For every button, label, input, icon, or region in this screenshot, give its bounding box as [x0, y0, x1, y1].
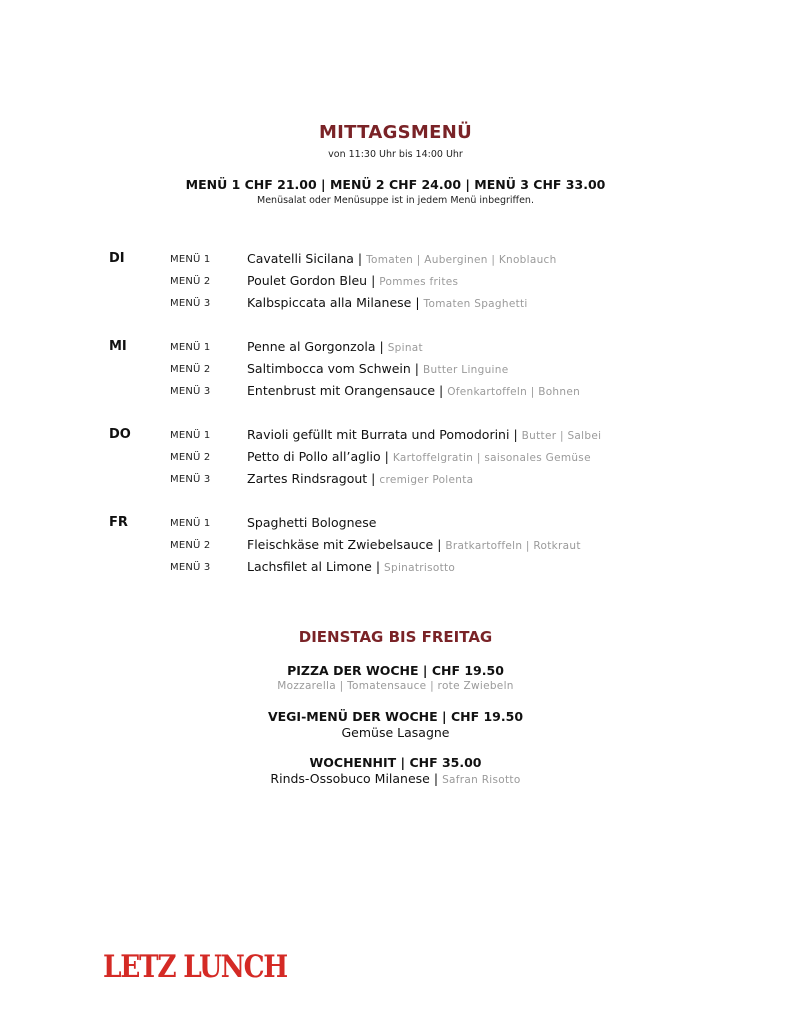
dish-line	[247, 383, 580, 398]
page-title: MITTAGSMENÜ	[318, 122, 473, 143]
dish-sides: Tomaten | Auberginen | Knoblauch	[366, 254, 557, 266]
dish-line	[247, 251, 557, 266]
day-label: FR	[109, 515, 128, 530]
dish-line	[247, 339, 423, 354]
dish-name: Entenbrust mit Orangensauce	[247, 383, 436, 398]
wochenhit-dish: Rinds-Ossobuco Milanese	[270, 771, 430, 786]
menu-label: MENÜ 3	[170, 474, 211, 485]
wochenhit-title: WOCHENHIT | CHF 35.00	[309, 755, 482, 770]
opening-hours: von 11:30 Uhr bis 14:00 Uhr	[328, 149, 463, 160]
dish-sides: cremiger Polenta	[379, 474, 474, 486]
menu-label: MENÜ 3	[170, 562, 211, 573]
wochenhit-sides: Safran Risotto	[442, 774, 521, 786]
menu-label: MENÜ 1	[170, 430, 211, 441]
menu-label: MENÜ 1	[170, 518, 211, 529]
menu-prices: MENÜ 1 CHF 21.00 | MENÜ 2 CHF 24.00 | MENÜ 3 CHF 33.00	[185, 177, 606, 192]
dish-sides: Spinat	[387, 342, 423, 354]
dish-line	[247, 559, 455, 574]
dish-line	[247, 471, 473, 486]
separator: |	[375, 559, 381, 574]
menu-label: MENÜ 2	[170, 276, 211, 287]
dish-sides: Butter Linguine	[423, 364, 509, 376]
dish-sides: Spinatrisotto	[384, 562, 456, 574]
menu-label: MENÜ 3	[170, 298, 211, 309]
letz-lunch-logo: LETZ LUNCH	[103, 949, 287, 985]
separator: |	[357, 251, 363, 266]
dish-name: Kalbspiccata alla Milanese	[247, 295, 412, 310]
separator: |	[513, 427, 518, 442]
dish-line	[247, 427, 601, 442]
dish-name: Lachsfilet al Limone	[247, 559, 372, 574]
separator: |	[439, 383, 444, 398]
dish-line	[247, 273, 458, 288]
weekly-title: DIENSTAG BIS FREITAG	[298, 628, 493, 646]
dish-sides: Kartoffelgratin | saisonales Gemüse	[392, 452, 591, 464]
dish-name: Zartes Rindsragout	[247, 471, 368, 486]
separator: |	[437, 537, 442, 552]
separator: |	[371, 273, 376, 288]
dish-line	[247, 361, 508, 376]
menu-label: MENÜ 2	[170, 540, 211, 551]
separator: |	[379, 339, 384, 354]
menu-label: MENÜ 3	[170, 386, 211, 397]
separator: |	[384, 449, 389, 464]
dish-name: Penne al Gorgonzola	[247, 339, 376, 354]
day-label: DO	[109, 427, 131, 442]
menu-label: MENÜ 2	[170, 364, 211, 375]
vegi-description: Gemüse Lasagne	[341, 725, 450, 740]
day-label: DI	[109, 251, 125, 266]
separator: |	[414, 361, 420, 376]
dish-line	[247, 515, 376, 530]
separator: |	[433, 771, 439, 786]
dish-sides: Pommes frites	[379, 276, 459, 288]
menu-label: MENÜ 2	[170, 452, 211, 463]
dish-name: Saltimbocca vom Schwein	[247, 361, 411, 376]
dish-sides: Butter | Salbei	[521, 430, 602, 442]
vegi-title: VEGI-MENÜ DER WOCHE | CHF 19.50	[267, 709, 524, 724]
pizza-title: PIZZA DER WOCHE | CHF 19.50	[287, 663, 504, 678]
pizza-description: Mozzarella | Tomatensauce | rote Zwiebeln	[277, 680, 514, 692]
dish-name: Fleischkäse mit Zwiebelsauce	[247, 537, 434, 552]
separator: |	[415, 295, 420, 310]
menu-note: Menüsalat oder Menüsuppe ist in jedem Menü inbegriffen.	[257, 195, 534, 206]
dish-name: Ravioli gefüllt mit Burrata und Pomodorini	[247, 427, 510, 442]
separator: |	[371, 471, 376, 486]
dish-line	[247, 449, 591, 464]
dish-name: Cavatelli Sicilana	[247, 251, 354, 266]
dish-sides: Tomaten Spaghetti	[423, 298, 528, 310]
dish-line	[247, 295, 528, 310]
wochenhit-line	[0, 771, 791, 786]
dish-name: Poulet Gordon Bleu	[247, 273, 368, 288]
dish-sides: Bratkartoffeln | Rotkraut	[445, 540, 581, 552]
dish-sides: Ofenkartoffeln | Bohnen	[447, 386, 581, 398]
menu-label: MENÜ 1	[170, 254, 211, 265]
day-label: MI	[109, 339, 127, 354]
dish-name: Spaghetti Bolognese	[247, 515, 377, 530]
dish-name: Petto di Pollo all’aglio	[247, 449, 381, 464]
menu-label: MENÜ 1	[170, 342, 211, 353]
dish-line	[247, 537, 581, 552]
